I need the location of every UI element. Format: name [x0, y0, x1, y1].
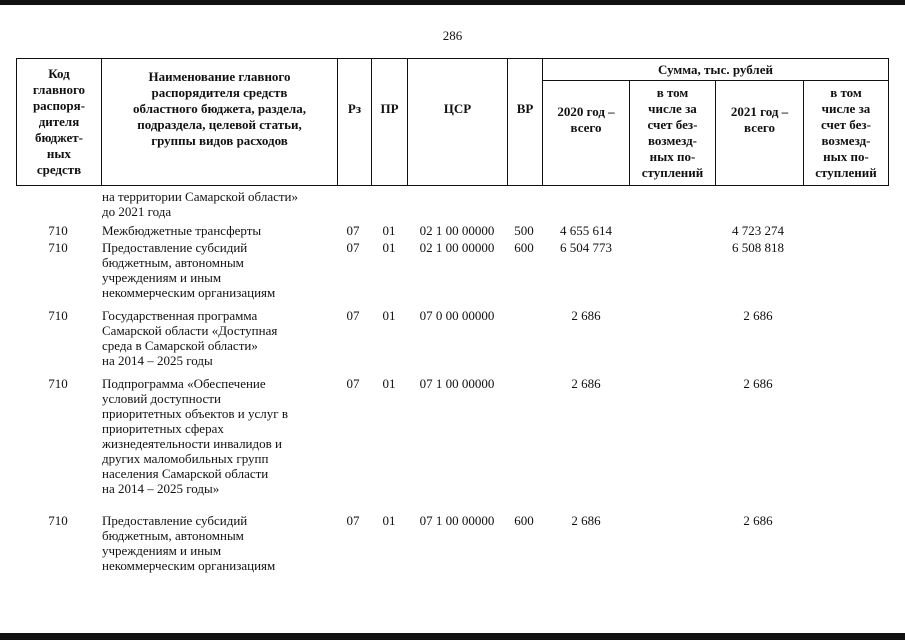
- header-sum: Сумма, тыс. рублей: [658, 61, 773, 77]
- row-rz: 07: [346, 223, 360, 238]
- row-csr: 07 1 00 00000: [419, 513, 495, 528]
- row-csr: 02 1 00 00000: [419, 223, 495, 238]
- header-2020-grants: в том числе за счет без- возмезд- ных по- ступлений: [641, 85, 704, 180]
- header-csr: ЦСР: [443, 101, 472, 116]
- row-2020-total: 2 686: [571, 376, 601, 391]
- row-code: 710: [48, 240, 68, 255]
- header-vr: ВР: [516, 101, 534, 116]
- row-2021-total: 2 686: [743, 308, 773, 323]
- row-code: 710: [48, 308, 68, 323]
- row-rz: 07: [346, 513, 360, 528]
- row-name: Подпрограмма «Обеспечение условий доступности приоритетных объектов и услуг в приоритетных сферах жизнедеятельности инвалидов и других маломобильных групп населения Самарской области на 2014 – 2025 годы»: [102, 376, 288, 496]
- row-code: 710: [48, 376, 68, 391]
- row-code: 710: [48, 223, 68, 238]
- row-pr: 01: [382, 513, 396, 528]
- row-pr: 01: [382, 308, 396, 323]
- page-number: 286: [442, 28, 463, 43]
- row-name: Предоставление субсидий бюджетным, автономным учреждениям и иным некоммерческим организациям: [102, 513, 276, 573]
- row-2021-total: 4 723 274: [732, 223, 784, 238]
- row-vr: 600: [514, 513, 534, 528]
- row-name: Межбюджетные трансферты: [102, 223, 262, 238]
- row-pr: 01: [382, 376, 396, 391]
- row-name: Предоставление субсидий бюджетным, автономным учреждениям и иным некоммерческим организациям: [102, 240, 276, 300]
- header-2021-total: 2021 год – всего: [730, 104, 789, 135]
- row-name: на территории Самарской области» до 2021 года: [102, 189, 298, 219]
- row-2021-total: 6 508 818: [732, 240, 784, 255]
- row-2020-total: 6 504 773: [560, 240, 612, 255]
- row-csr: 07 0 00 00000: [419, 308, 495, 323]
- row-csr: 07 1 00 00000: [419, 376, 495, 391]
- row-2020-total: 2 686: [571, 308, 601, 323]
- top-rule: [0, 0, 905, 5]
- row-rz: 07: [346, 240, 360, 255]
- header-code: Код главного распоря- дителя бюджет- ных средств: [32, 66, 86, 177]
- header-2020-total: 2020 год – всего: [557, 104, 615, 135]
- header-name: Наименование главного распорядителя средств областного бюджета, раздела, подраздела, целевой статьи, группы видов расходов: [133, 69, 306, 148]
- row-vr: 600: [514, 240, 534, 255]
- row-2020-total: 4 655 614: [560, 223, 612, 238]
- row-rz: 07: [346, 308, 360, 323]
- row-2021-total: 2 686: [743, 376, 773, 391]
- row-name: Государственная программа Самарской области «Доступная среда в Самарской области» на 2014 – 2025 годы: [102, 308, 278, 368]
- row-rz: 07: [346, 376, 360, 391]
- bottom-rule: [0, 633, 905, 640]
- header-pr: ПР: [380, 101, 399, 116]
- row-pr: 01: [382, 223, 396, 238]
- header-2021-grants: в том числе за счет без- возмезд- ных по- ступлений: [815, 85, 877, 180]
- row-csr: 02 1 00 00000: [419, 240, 495, 255]
- table-header: [16, 58, 889, 186]
- row-code: 710: [48, 513, 68, 528]
- row-2021-total: 2 686: [743, 513, 773, 528]
- header-rz: Рз: [347, 101, 362, 116]
- row-vr: 500: [514, 223, 534, 238]
- row-pr: 01: [382, 240, 396, 255]
- row-2020-total: 2 686: [571, 513, 601, 528]
